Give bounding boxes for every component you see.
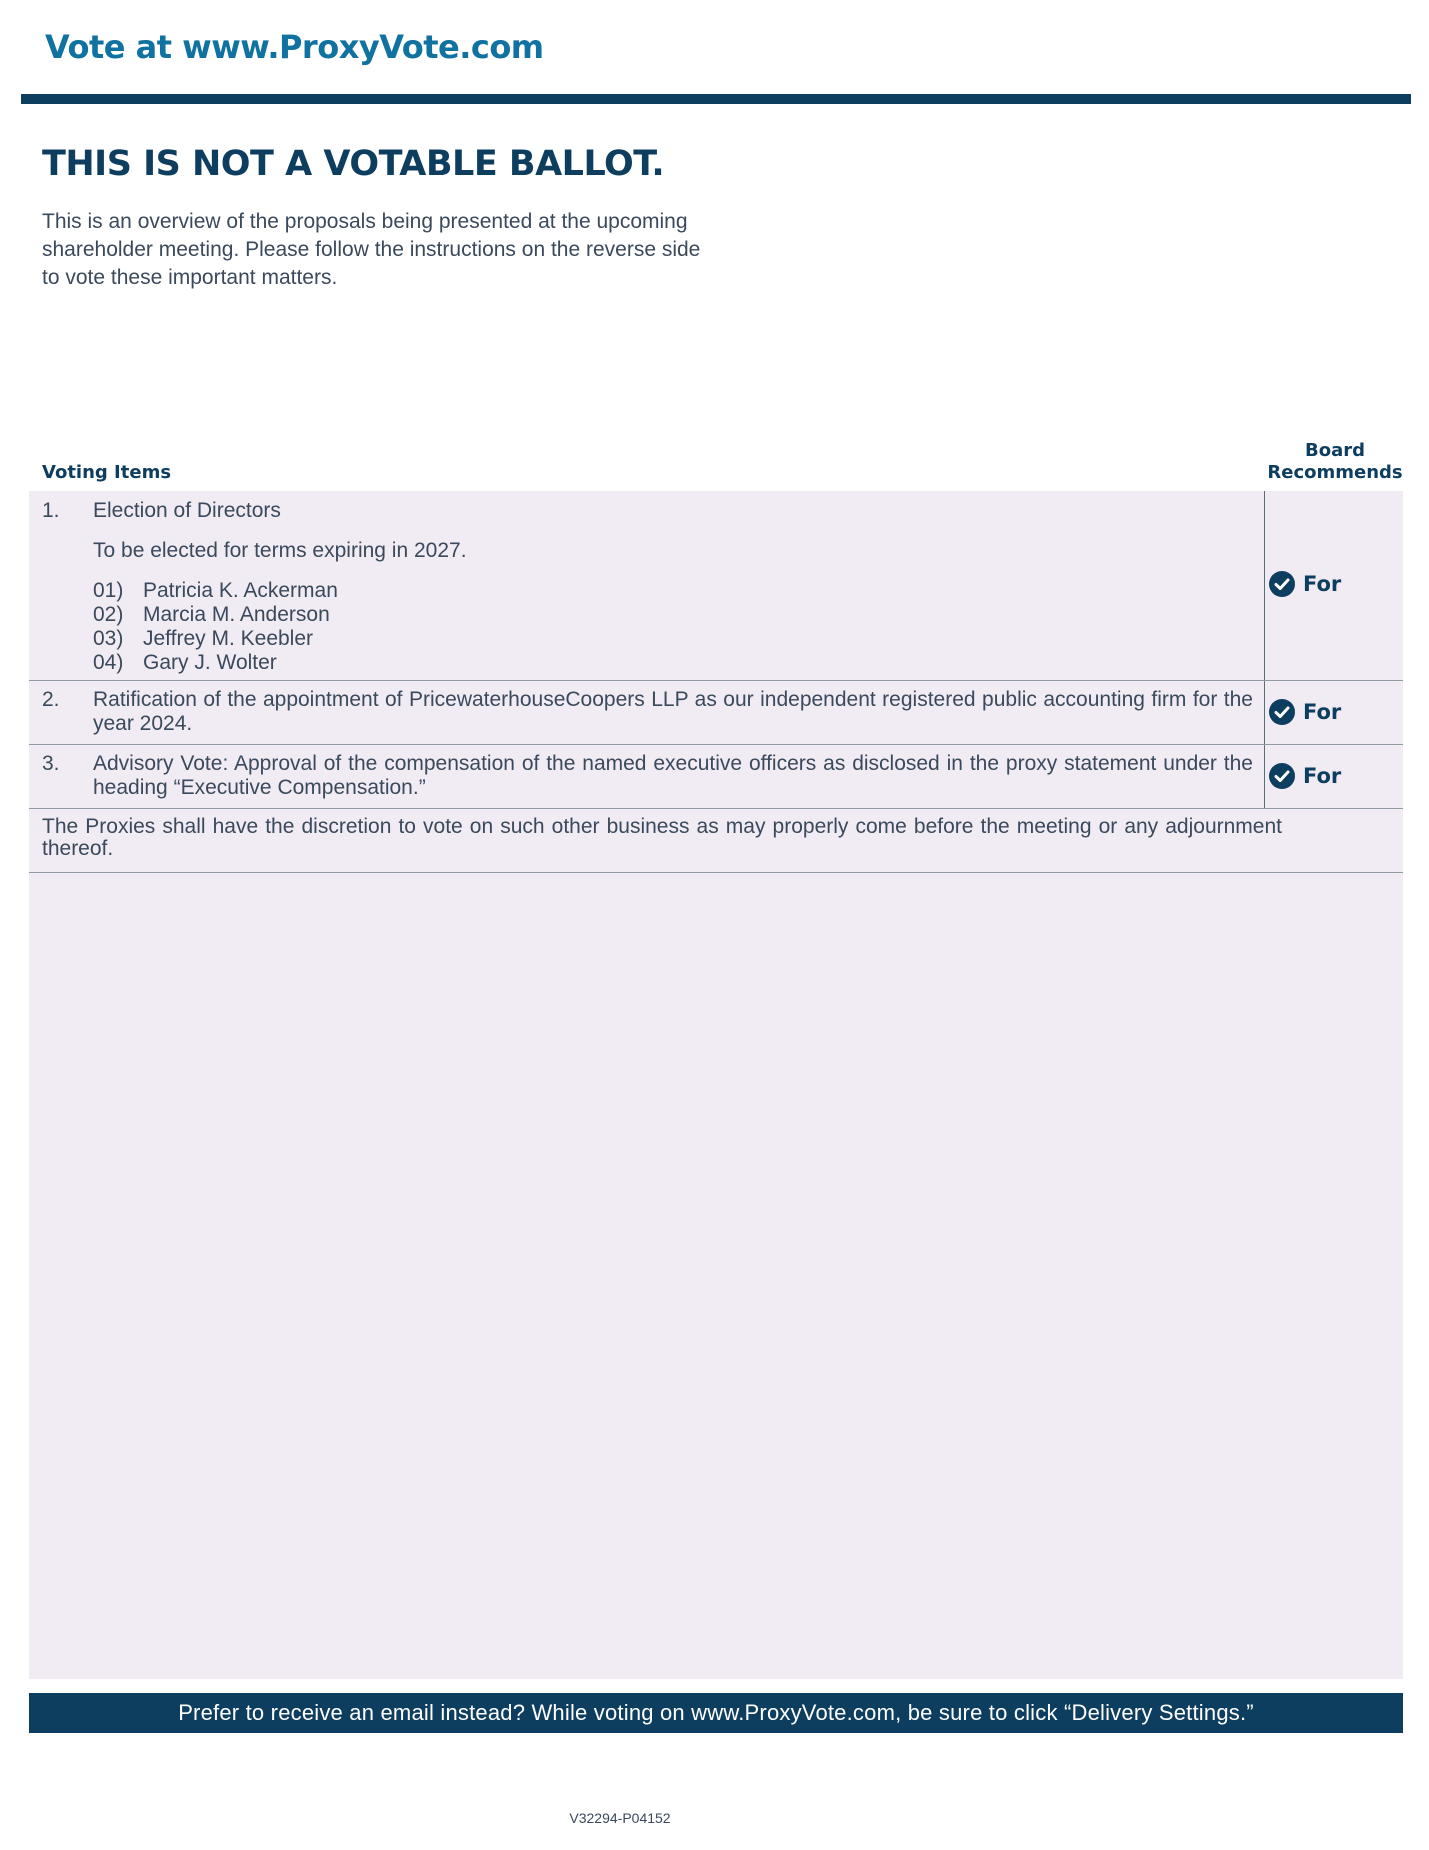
item-subtitle: To be elected for terms expiring in 2027. [93,539,467,562]
vote-at-proxyvote-heading: Vote at www.ProxyVote.com [45,28,544,66]
nominee-number: 02) [93,603,124,626]
board-recommendation [1269,699,1341,725]
nominee-name: Gary J. Wolter [143,651,277,674]
board-recommendation [1269,763,1341,789]
checkmark-circle-icon [1269,699,1295,725]
nominee-name: Jeffrey M. Keebler [143,627,314,650]
checkmark-circle-icon [1269,763,1295,789]
header-rule [21,94,1411,104]
email-delivery-banner [29,1693,1403,1733]
nominee-row [93,651,338,675]
recommendation-label: For [1303,572,1342,596]
item-title: Advisory Vote: Approval of the compensation of the named executive officers as disclosed in the proxy statement under the heading “Executive Compensation.” [93,752,1253,799]
email-delivery-text: Prefer to receive an email instead? While voting on www.ProxyVote.com, be sure to click “Delivery Settings.” [178,1700,1254,1725]
document-code: V32294-P04152 [569,1810,671,1826]
item-number: 3. [42,752,60,775]
column-divider [1264,681,1265,745]
voting-item-2 [29,681,1403,745]
nominee-name: Marcia M. Anderson [143,603,330,626]
column-divider [1264,491,1265,681]
nominee-name: Patricia K. Ackerman [143,579,338,602]
intro-paragraph: This is an overview of the proposals being presented at the upcoming shareholder meeting. Please follow the instructions on the reverse side to vote these important matters. [42,210,701,289]
checkmark-circle-icon [1269,571,1295,597]
nominee-row [93,627,338,651]
voting-item-1 [29,491,1403,681]
row-divider [29,872,1403,873]
recommendation-label: For [1303,700,1342,724]
nominee-number: 01) [93,579,124,602]
item-number: 2. [42,688,60,711]
recommendation-label: For [1303,764,1342,788]
item-title: Ratification of the appointment of PricewaterhouseCoopers LLP as our independent registered public accounting firm for the year 2024. [93,688,1253,735]
nominee-number: 03) [93,627,124,650]
item-number: 1. [42,499,60,522]
not-votable-headline: THIS IS NOT A VOTABLE BALLOT. [42,144,665,184]
voting-items-panel [29,491,1403,1679]
nominee-list [93,579,338,675]
nominee-row [93,603,338,627]
board-recommends-line1: Board [1305,440,1365,461]
board-recommendation [1269,571,1341,597]
voting-item-3 [29,745,1403,809]
voting-items-header: Voting Items [42,462,172,483]
nominee-number: 04) [93,651,124,674]
board-recommends-header [1260,440,1410,484]
item-title: Election of Directors [93,499,281,522]
nominee-row [93,579,338,603]
discretion-text: The Proxies shall have the discretion to vote on such other business as may properly come before the meeting or any adjournment thereof. [42,815,1282,860]
board-recommends-line2: Recommends [1267,462,1403,483]
column-divider [1264,745,1265,809]
discretion-row [29,809,1403,873]
